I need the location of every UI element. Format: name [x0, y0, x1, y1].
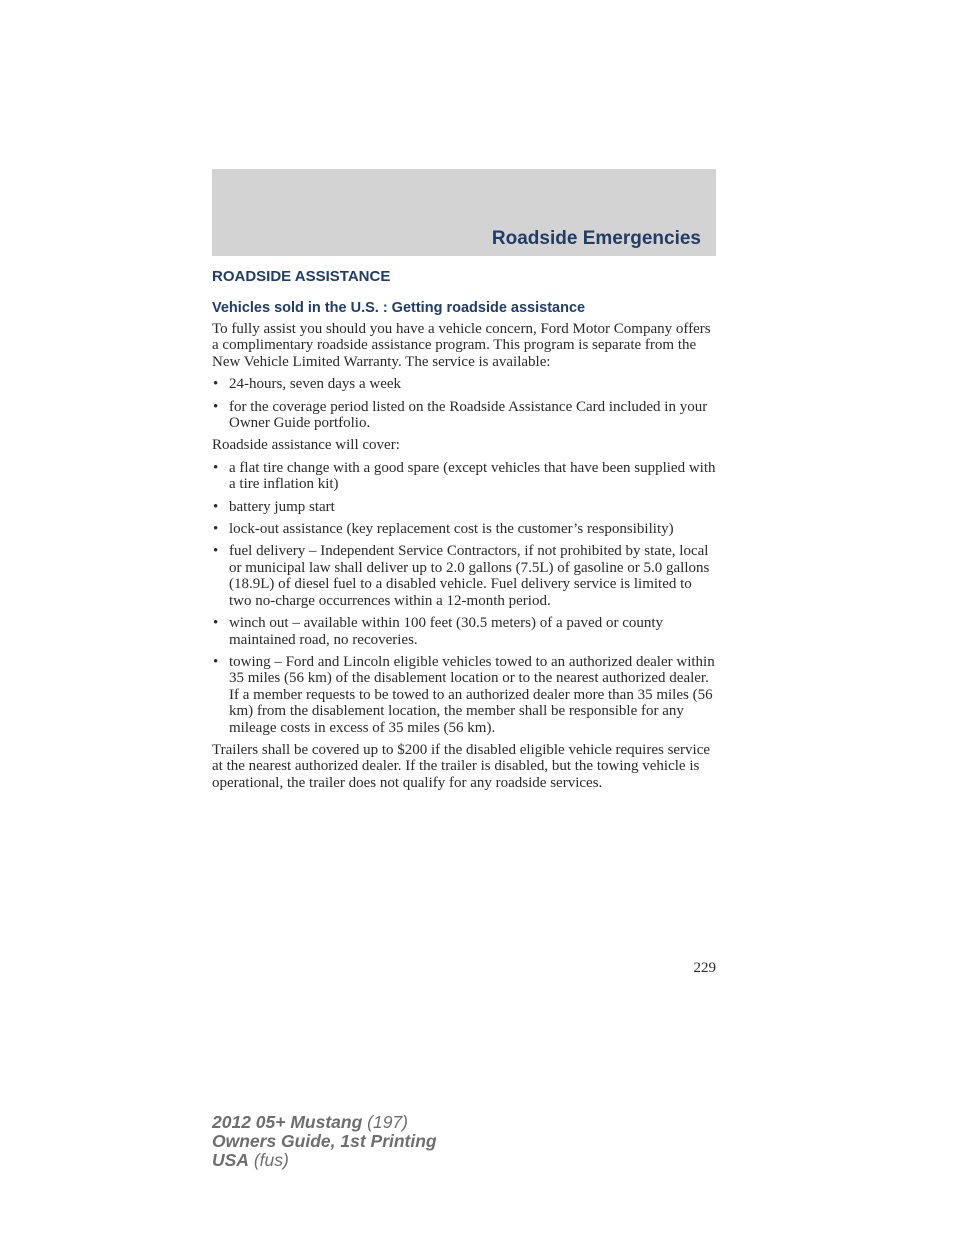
page-number: 229 [693, 960, 716, 976]
availability-list [212, 376, 718, 431]
list-item: • lock-out assistance (key replacement cost is the customer’s responsibility) [212, 521, 718, 537]
footer-line-model [212, 1113, 437, 1132]
footer-line-market [212, 1151, 437, 1170]
footer-market-code: (fus) [248, 1150, 289, 1170]
header-band [212, 169, 716, 256]
list-item: • 24-hours, seven days a week [212, 376, 718, 392]
coverage-intro: Roadside assistance will cover: [212, 437, 400, 454]
list-item: • fuel delivery – Independent Service Contractors, if not prohibited by state, local or municipal law shall deliver up to 2.0 gallons (7.5L) of gasoline or 5.0 gallons (18.9L) of diesel fuel to a disabled vehicle. Fuel delivery service is limited to two no-charge occurrences within a 12-month period. [212, 543, 718, 609]
footer-guide: Owners Guide, 1st Printing [212, 1131, 437, 1151]
page-content [212, 267, 718, 797]
footer-model: 2012 05+ Mustang [212, 1112, 363, 1132]
subsection-title: Vehicles sold in the U.S. : Getting roadside assistance [212, 300, 586, 316]
chapter-title: Roadside Emergencies [491, 228, 701, 249]
coverage-list [212, 460, 718, 736]
list-item: • winch out – available within 100 feet (30.5 meters) of a paved or county maintained road, no recoveries. [212, 615, 718, 648]
footer-line-guide [212, 1132, 437, 1151]
list-item: • battery jump start [212, 499, 718, 515]
list-item: • a flat tire change with a good spare (except vehicles that have been supplied with a tire inflation kit) [212, 460, 718, 493]
intro-paragraph: To fully assist you should you have a vehicle concern, Ford Motor Company offers a complimentary roadside assistance program. This program is separate from the New Vehicle Limited Warranty. The service is available: [212, 321, 711, 370]
trailers-paragraph: Trailers shall be covered up to $200 if the disabled eligible vehicle requires service at the nearest authorized dealer. If the trailer is disabled, but the towing vehicle is operational, the trailer does not qualify for any roadside services. [212, 741, 711, 791]
section-title: ROADSIDE ASSISTANCE [212, 268, 391, 285]
footer [212, 1113, 437, 1170]
list-item: • towing – Ford and Lincoln eligible vehicles towed to an authorized dealer within 35 miles (56 km) of the disablement location or to the nearest authorized dealer. If a member requests to be towed to an authorized dealer more than 35 miles (56 km) from the disablement location, the member shall be responsible for any mileage costs in excess of 35 miles (56 km). [212, 654, 718, 736]
footer-market: USA [212, 1150, 249, 1170]
footer-model-code: (197) [362, 1112, 408, 1132]
list-item: • for the coverage period listed on the Roadside Assistance Card included in your Owner Guide portfolio. [212, 399, 718, 432]
